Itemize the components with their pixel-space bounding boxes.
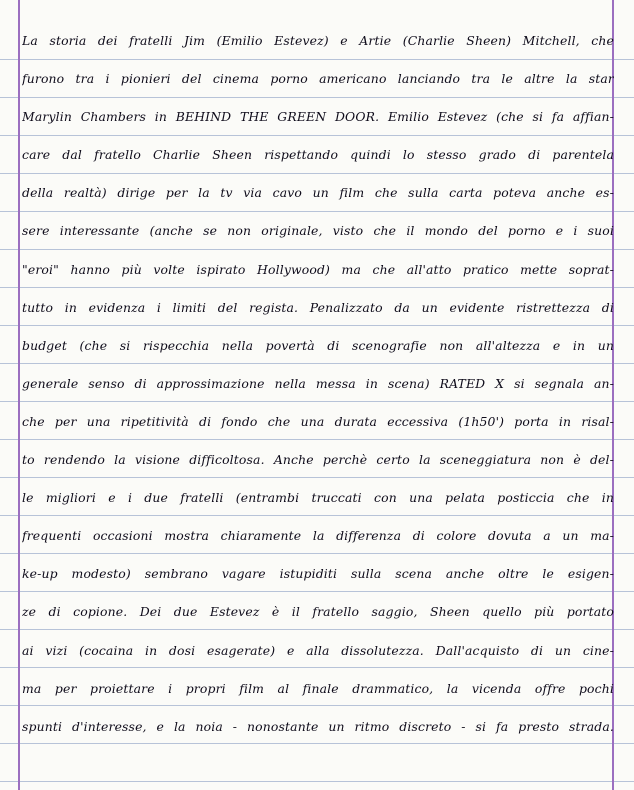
text-line: le migliori e i due fratelli (entrambi truccati con una pelata posticcia che in [22,490,614,506]
text-line: frequenti occasioni mostra chiaramente la differenza di colore dovuta a un ma- [22,528,614,544]
text-line: sere interessante (anche se non originale, visto che il mondo del porno e i suoi [22,223,614,239]
text-line: ze di copione. Dei due Estevez è il fratello saggio, Sheen quello più portato [22,604,614,620]
text-line: La storia dei fratelli Jim (Emilio Estevez) e Artie (Charlie Sheen) Mitchell, che [22,33,614,48]
text-line: ma per proiettare i propri film al finale drammatico, la vicenda offre pochi [22,680,614,696]
text-line: ai vizi (cocaina in dosi esagerate) e alla dissolutezza. Dall'acquisto di un cine- [22,642,614,658]
text-line: Marylin Chambers in BEHIND THE GREEN DOOR. Emilio Estevez (che si fa affian- [22,109,614,125]
text-line: care dal fratello Charlie Sheen rispettando quindi lo stesso grado di parentela [22,147,614,163]
text-line: budget (che si rispecchia nella povertà di scenografie non all'altezza e in un [22,337,614,353]
text-line: furono tra i pionieri del cinema porno americano lanciando tra le altre la star [22,71,614,87]
text-line: to rendendo la visione difficoltosa. Anche perchè certo la sceneggiatura non è del- [22,452,614,468]
text-line: generale senso di approssimazione nella messa in scena) RATED X si segnala an- [22,375,614,391]
text-line: che per una ripetitività di fondo che una durata eccessiva (1h50') porta in risal- [22,413,614,429]
text-line: tutto in evidenza i limiti del regista. Penalizzato da un evidente ristrettezza di [22,299,614,315]
text-line: della realtà) dirige per la tv via cavo un film che sulla carta poteva anche es- [22,185,614,201]
text-line: "eroi" hanno più volte ispirato Hollywood) ma che all'atto pratico mette soprat- [22,261,614,277]
text-line: ke-up modesto) sembrano vagare istupiditi sulla scena anche oltre le esigen- [22,566,614,582]
left-margin-line [18,0,20,790]
text-line: spunti d'interesse, e la noia - nonostante un ritmo discreto - si fa presto strada. [22,718,614,734]
handwritten-review-text [22,22,614,746]
